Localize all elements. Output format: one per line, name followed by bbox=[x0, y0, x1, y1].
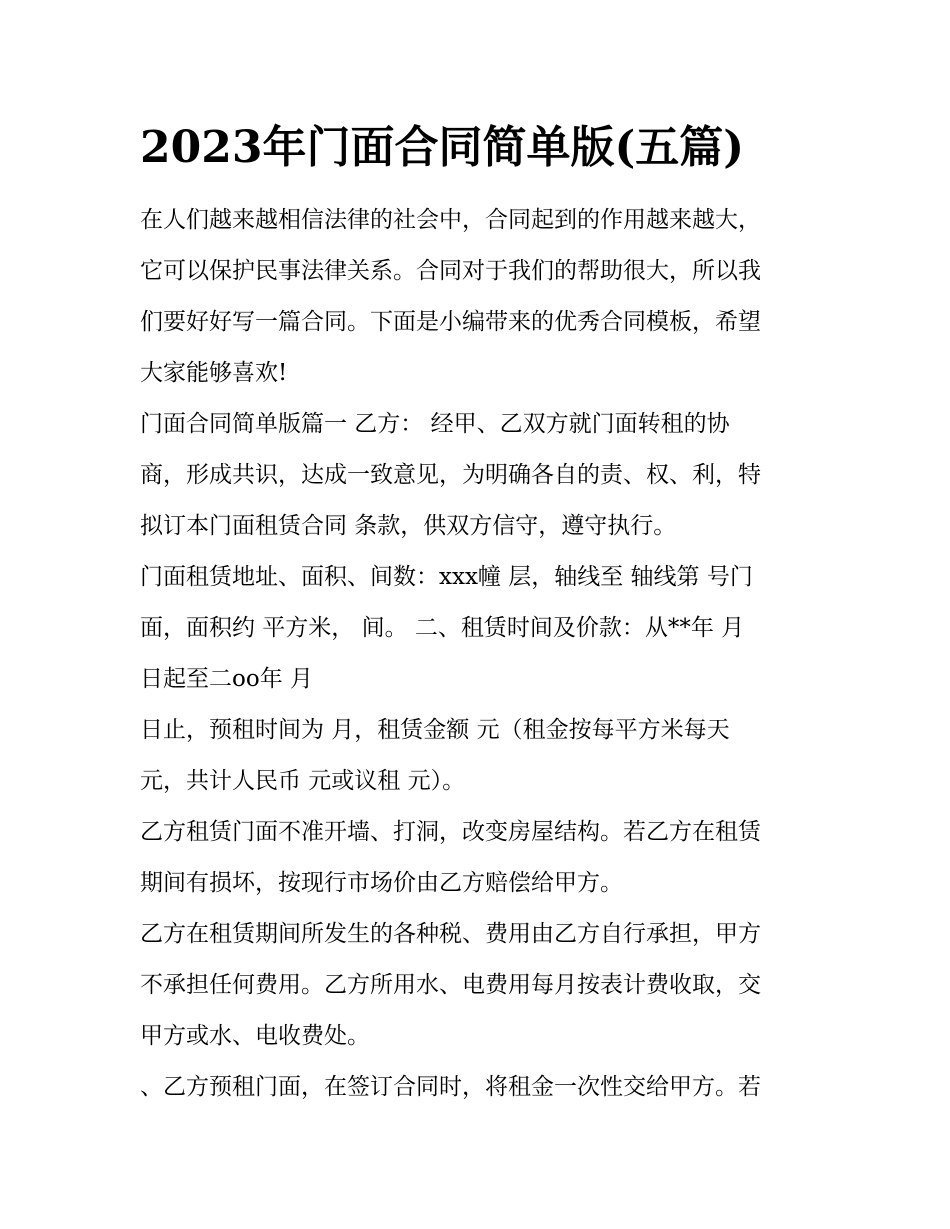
text-line: 元，共计人民币 元或议租 元）。 bbox=[140, 768, 466, 794]
text-line: 不承担任何费用。乙方所用水、电费用每月按表计费收取，交 bbox=[140, 972, 761, 998]
text-line: 日止，预租时间为 月，租赁金额 元（租金按每平方米每天 bbox=[140, 717, 730, 743]
document-title: 2023年门面合同简单版(五篇) bbox=[140, 122, 745, 173]
text-line: 甲方或水、电收费处。 bbox=[140, 1023, 370, 1049]
text-line: 乙方在租赁期间所发生的各种税、费用由乙方自行承担，甲方 bbox=[140, 921, 761, 947]
paragraph-intro bbox=[140, 195, 820, 399]
text-line: 拟订本门面租赁合同 条款，供双方信守，遵守执行。 bbox=[140, 513, 677, 539]
text-line: 在人们越来越相信法律的社会中，合同起到的作用越来越大， bbox=[140, 207, 761, 233]
paragraph-address bbox=[140, 552, 820, 705]
text-line: 大家能够喜欢! bbox=[140, 360, 288, 386]
text-line: 们要好好写一篇合同。下面是小编带来的优秀合同模板，希望 bbox=[140, 309, 761, 335]
paragraph-structure bbox=[140, 807, 820, 909]
text-line: 它可以保护民事法律关系。合同对于我们的帮助很大，所以我 bbox=[140, 258, 761, 284]
text-line: 商，形成共识，达成一致意见，为明确各自的责、权、利，特 bbox=[140, 462, 761, 488]
paragraph-payment bbox=[140, 1062, 820, 1113]
text-line: 门面合同简单版篇一 乙方： 经甲、乙双方就门面转租的协 bbox=[140, 411, 730, 437]
text-line: 乙方租赁门面不准开墙、打洞，改变房屋结构。若乙方在租赁 bbox=[140, 819, 761, 845]
text-line: 期间有损坏，按现行市场价由乙方赔偿给甲方。 bbox=[140, 870, 623, 896]
document-body bbox=[140, 195, 820, 1113]
text-line: 门面租赁地址、面积、间数：xxx幢 层，轴线至 轴线第 号门 bbox=[140, 564, 753, 590]
paragraph-fees bbox=[140, 909, 820, 1062]
paragraph-part-one bbox=[140, 399, 820, 552]
text-line: 、乙方预租门面，在签订合同时，将租金一次性交给甲方。若 bbox=[140, 1074, 761, 1100]
text-line: 面，面积约 平方米， 间。 二、租赁时间及价款：从**年 月 bbox=[140, 615, 745, 641]
text-line: 日起至二oo年 月 bbox=[140, 666, 314, 692]
paragraph-rent-amount bbox=[140, 705, 820, 807]
